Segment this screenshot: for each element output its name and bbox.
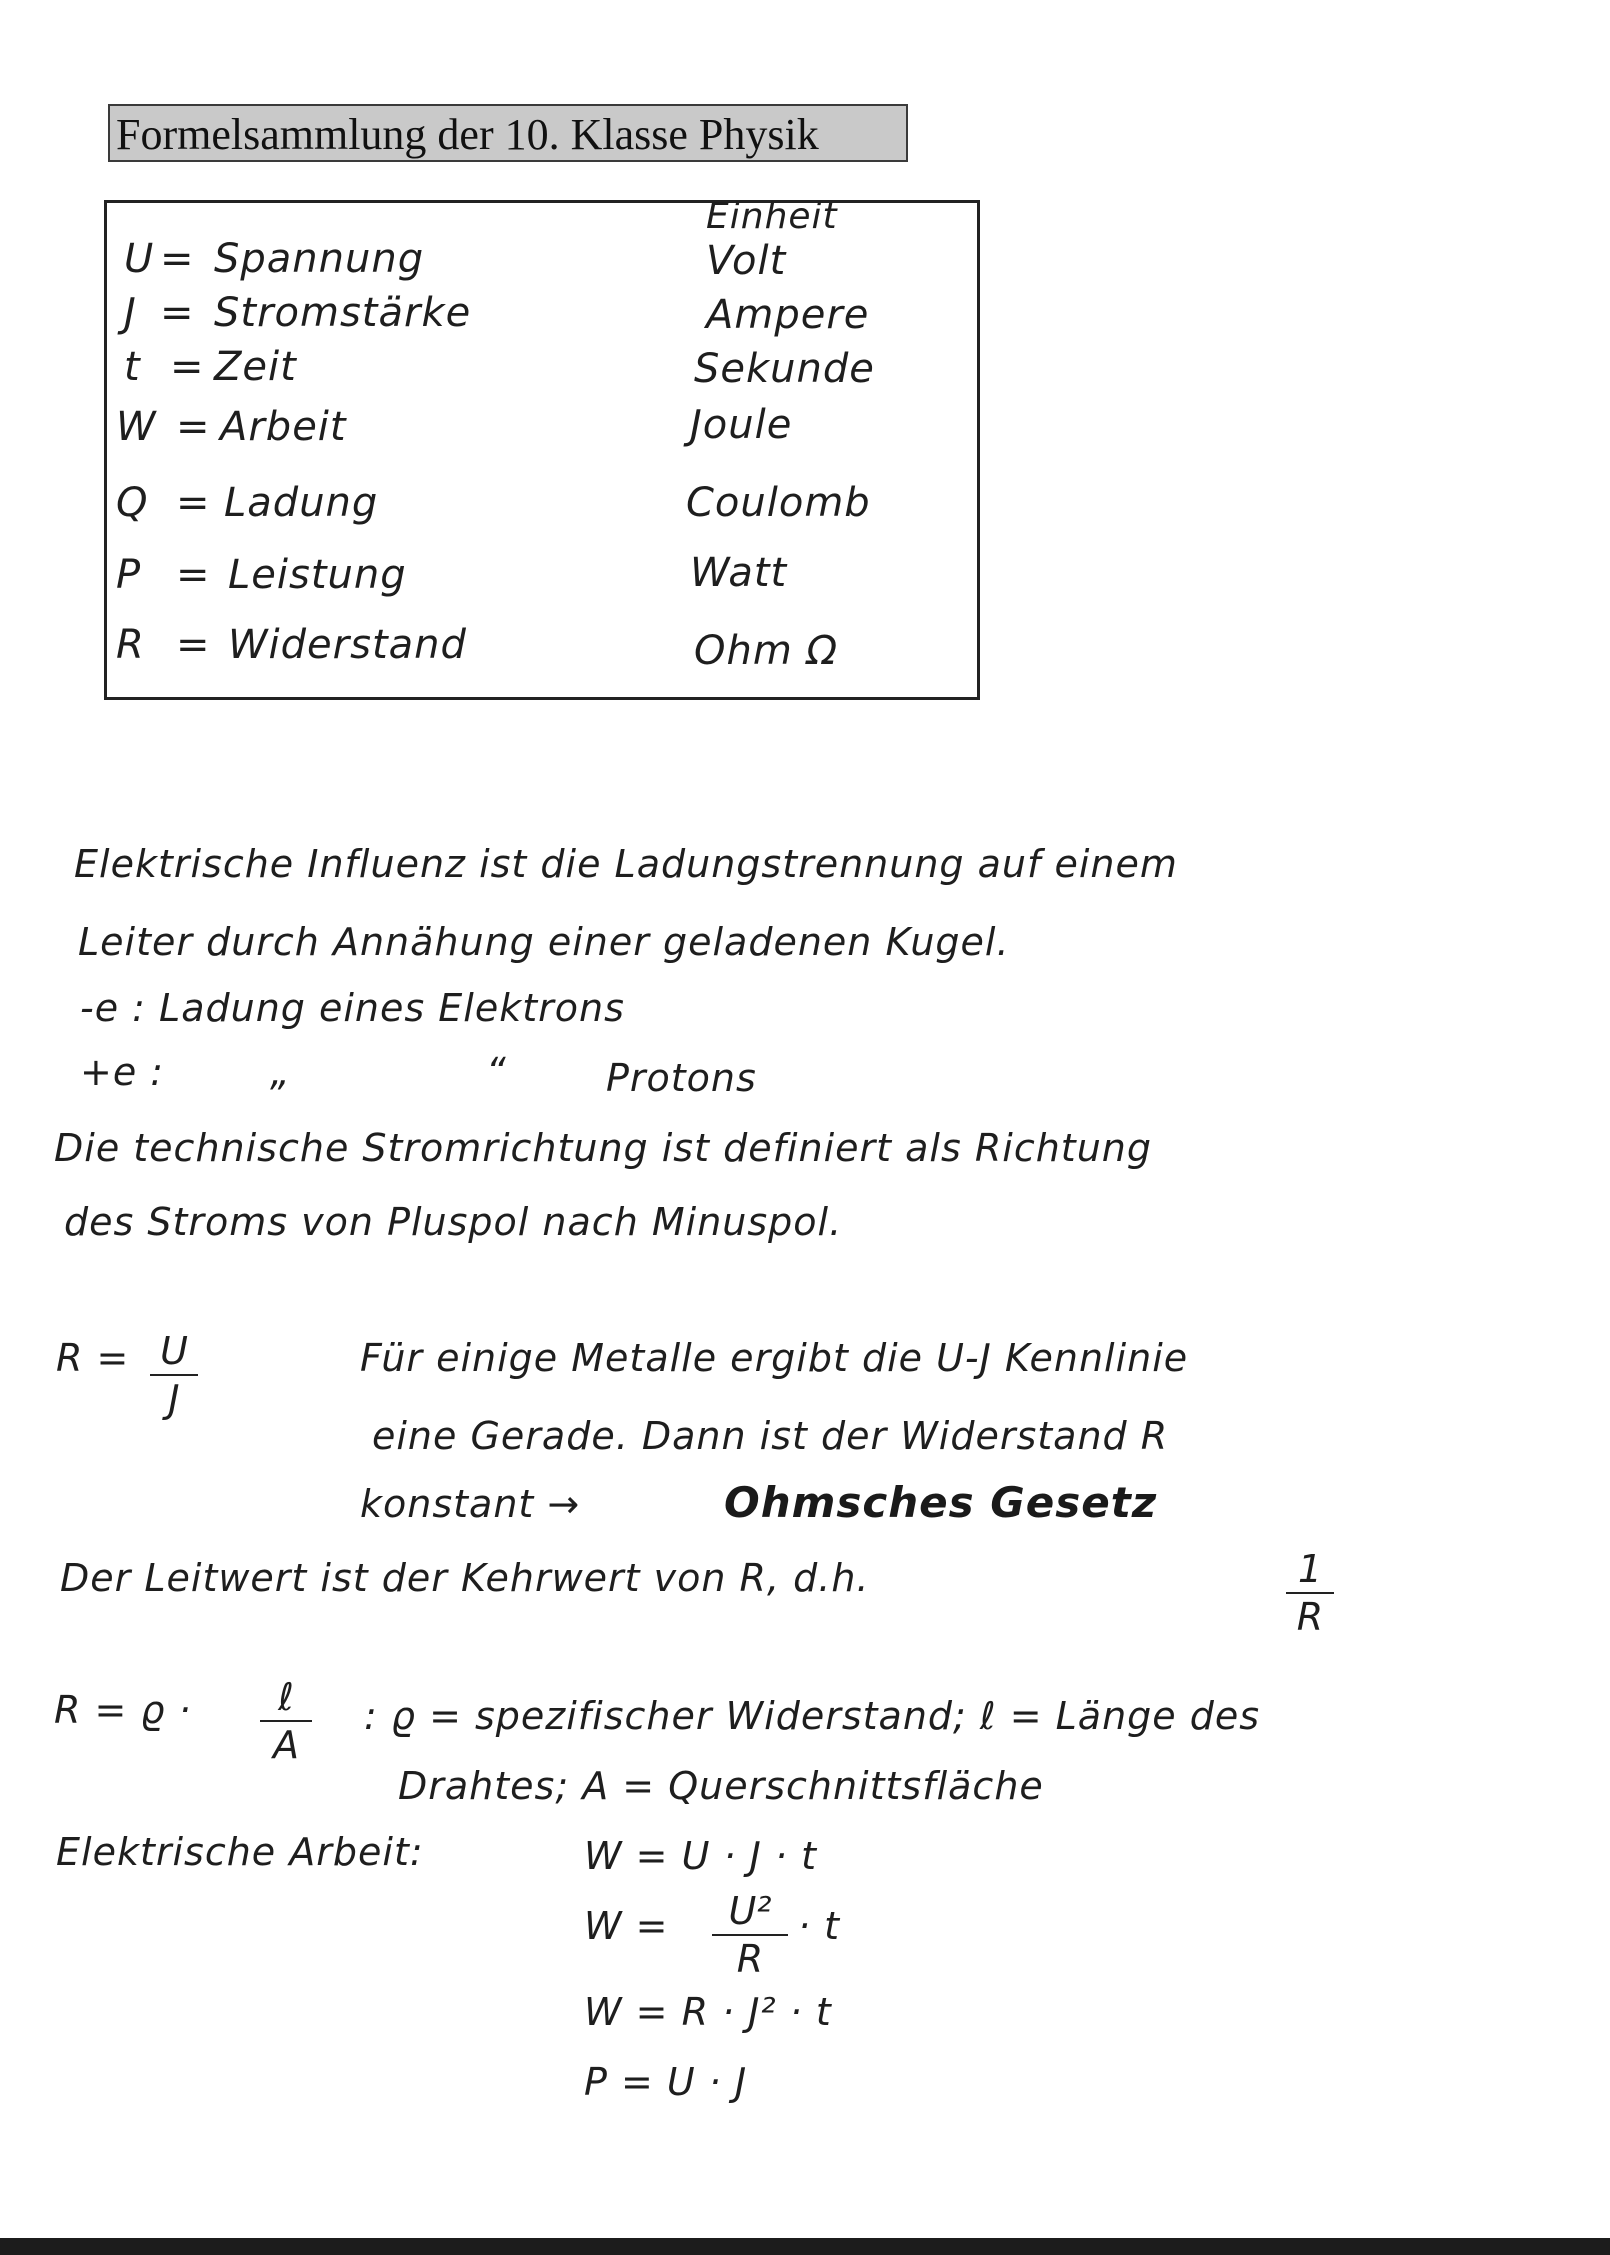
arbeit-formula-1: W = U · J · t	[584, 1834, 817, 1878]
row-symbol-P: P	[116, 552, 142, 598]
proton-charge-suffix: Protons	[606, 1056, 757, 1100]
arbeit-formula-2-numerator: U²	[728, 1889, 772, 1933]
row-name-zeit: Zeit	[214, 344, 297, 390]
stromrichtung-line-1: Die technische Stromrichtung ist definiert als Richtung	[54, 1126, 1152, 1170]
row-symbol-R: R	[116, 622, 145, 668]
row-unit-ohm: Ohm Ω	[694, 628, 839, 674]
row-symbol-J: J	[124, 290, 137, 336]
leistung-formula: P = U · J	[584, 2060, 748, 2104]
arbeit-label: Elektrische Arbeit:	[56, 1830, 424, 1874]
row-symbol-W: W	[116, 404, 157, 450]
row-name-stromstaerke: Stromstärke	[214, 290, 472, 336]
arbeit-formula-3: W = R · J² · t	[584, 1990, 832, 2034]
stromrichtung-line-2: des Stroms von Pluspol nach Minuspol.	[64, 1200, 843, 1244]
fraction-bar	[260, 1720, 312, 1722]
row-name-ladung: Ladung	[224, 480, 379, 526]
resistivity-denominator: A	[273, 1723, 299, 1767]
ohm-text-line-3: konstant →	[360, 1482, 581, 1526]
row-unit-ampere: Ampere	[706, 292, 870, 338]
row-unit-sekunde: Sekunde	[694, 346, 875, 392]
ohm-formula-denominator: J	[168, 1377, 180, 1421]
equals-sign: =	[170, 344, 205, 390]
row-symbol-Q: Q	[116, 480, 149, 526]
resistivity-text-line-2: Drahtes; A = Querschnittsfläche	[398, 1764, 1044, 1808]
ohm-law-label: Ohmsches Gesetz	[724, 1478, 1158, 1527]
arbeit-formula-2-fraction	[712, 1890, 788, 1980]
resistivity-text-line-1: : ϱ = spezifischer Widerstand; ℓ = Länge des	[364, 1694, 1261, 1738]
scan-edge	[0, 2238, 1610, 2255]
resistivity-fraction	[260, 1676, 312, 1766]
ohm-formula-fraction	[150, 1330, 198, 1420]
title-box	[108, 104, 908, 162]
row-unit-watt: Watt	[690, 550, 788, 596]
row-unit-coulomb: Coulomb	[686, 480, 871, 526]
ditto-mark-2: “	[486, 1050, 507, 1094]
equals-sign: =	[160, 290, 195, 336]
row-symbol-t: t	[124, 344, 141, 390]
proton-charge-prefix: +e :	[80, 1050, 165, 1094]
ohm-text-line-1: Für einige Metalle ergibt die U-J Kennlinie	[360, 1336, 1189, 1380]
row-symbol-U: U	[124, 236, 155, 282]
equals-sign: =	[176, 404, 211, 450]
equals-sign: =	[176, 480, 211, 526]
resistivity-numerator: ℓ	[278, 1675, 294, 1719]
row-name-widerstand: Widerstand	[228, 622, 467, 668]
leitwert-text: Der Leitwert ist der Kehrwert von R, d.h.	[60, 1556, 870, 1600]
ohm-formula-numerator: U	[160, 1329, 188, 1373]
ohm-formula-lhs: R =	[56, 1336, 130, 1380]
influenz-line-2: Leiter durch Annähung einer geladenen Kugel.	[78, 920, 1010, 964]
arbeit-formula-2-rhs: · t	[798, 1904, 841, 1948]
equals-sign: =	[176, 552, 211, 598]
fraction-bar	[1286, 1592, 1334, 1594]
row-name-leistung: Leistung	[228, 552, 407, 598]
arbeit-formula-2-denominator: R	[736, 1937, 764, 1981]
equals-sign: =	[176, 622, 211, 668]
row-name-arbeit: Arbeit	[220, 404, 347, 450]
arbeit-formula-2-lhs: W =	[584, 1904, 669, 1948]
row-name-spannung: Spannung	[214, 236, 425, 282]
row-unit-volt: Volt	[706, 238, 787, 284]
influenz-line-1: Elektrische Influenz ist die Ladungstrennung auf einem	[74, 842, 1178, 886]
leitwert-denominator: R	[1296, 1595, 1324, 1639]
leitwert-fraction	[1286, 1548, 1334, 1638]
fraction-bar	[150, 1374, 198, 1376]
unit-header: Einheit	[706, 196, 838, 237]
equals-sign: =	[160, 236, 195, 282]
page-title: Formelsammlung der 10. Klasse Physik	[116, 110, 819, 159]
electron-charge-line: -e : Ladung eines Elektrons	[80, 986, 625, 1030]
fraction-bar	[712, 1934, 788, 1936]
ohm-text-line-2: eine Gerade. Dann ist der Widerstand R	[372, 1414, 1169, 1458]
row-unit-joule: Joule	[690, 402, 793, 448]
leitwert-numerator: 1	[1297, 1547, 1323, 1591]
resistivity-lhs: R = ϱ ·	[54, 1688, 192, 1732]
ditto-mark-1: „	[270, 1050, 291, 1094]
